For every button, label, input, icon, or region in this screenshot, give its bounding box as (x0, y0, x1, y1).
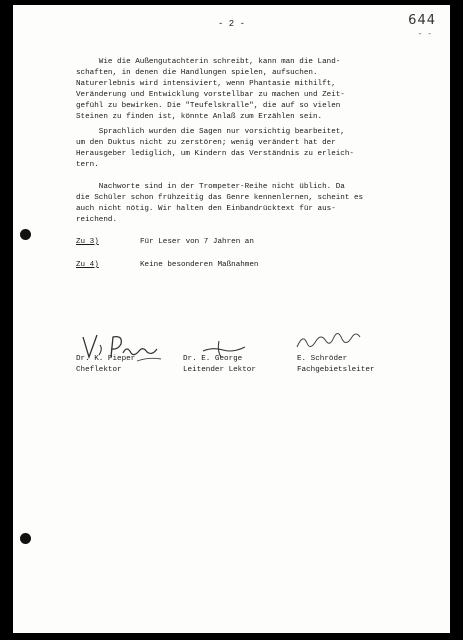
item-3-text: Für Leser von 7 Jahren an (140, 238, 254, 246)
text-line: Wie die Außengutachterin schreibt, kann man die Land- (76, 58, 341, 66)
text-line: auch nicht nötig. Wir halten den Einbandrücktext für aus- (76, 205, 336, 213)
punch-hole (20, 229, 31, 240)
page-number: - 2 - (217, 19, 245, 29)
text-line: Sprachlich wurden die Sagen nur vorsichtig bearbeitet, (76, 128, 345, 136)
signatory-1-role: Cheflektor (76, 366, 122, 374)
item-3-ref: Zu 3) (76, 238, 99, 246)
text-line: Steinen zu finden ist, könnte Anlaß zum Erzählen sein. (76, 113, 323, 121)
signatory-2-name: Dr. E. George (183, 355, 243, 363)
item-4-ref: Zu 4) (76, 261, 99, 269)
document-page (13, 5, 450, 633)
text-line: um den Duktus nicht zu zerstören; wenig verändert hat der (76, 139, 336, 147)
signatory-3-name: E. Schröder (297, 355, 348, 363)
text-line: Herausgeber lediglich, um Kindern das Verständnis zu erleich- (76, 150, 354, 158)
text-line: Nachworte sind in der Trompeter-Reihe nicht üblich. Da (76, 183, 345, 191)
signatory-2-role: Leitender Lektor (183, 366, 256, 374)
item-4-text: Keine besonderen Maßnahmen (140, 261, 259, 269)
punch-hole (20, 533, 31, 544)
text-line: Naturerlebnis wird intensiviert, wenn Phantasie mithilft, (76, 80, 336, 88)
archive-number: 644 (408, 13, 436, 28)
text-line: schaften, in denen die Handlungen spielen, aufsuchen. (76, 69, 318, 77)
text-line: tern. (76, 161, 99, 169)
text-line: gefühl zu bewirken. Die "Teufelskralle", die auf so vielen (76, 102, 341, 110)
text-line: die Schüler schon frühzeitig das Genre kennenlernen, scheint es (76, 194, 364, 202)
corner-marks: - - (417, 30, 432, 39)
signatory-1-name: Dr. K. Pieper (76, 355, 136, 363)
text-line: reichend. (76, 216, 118, 224)
signatory-3-role: Fachgebietsleiter (297, 366, 375, 374)
text-line: Veränderung und Entwicklung vorstellbar zu machen und Zeit- (76, 91, 345, 99)
